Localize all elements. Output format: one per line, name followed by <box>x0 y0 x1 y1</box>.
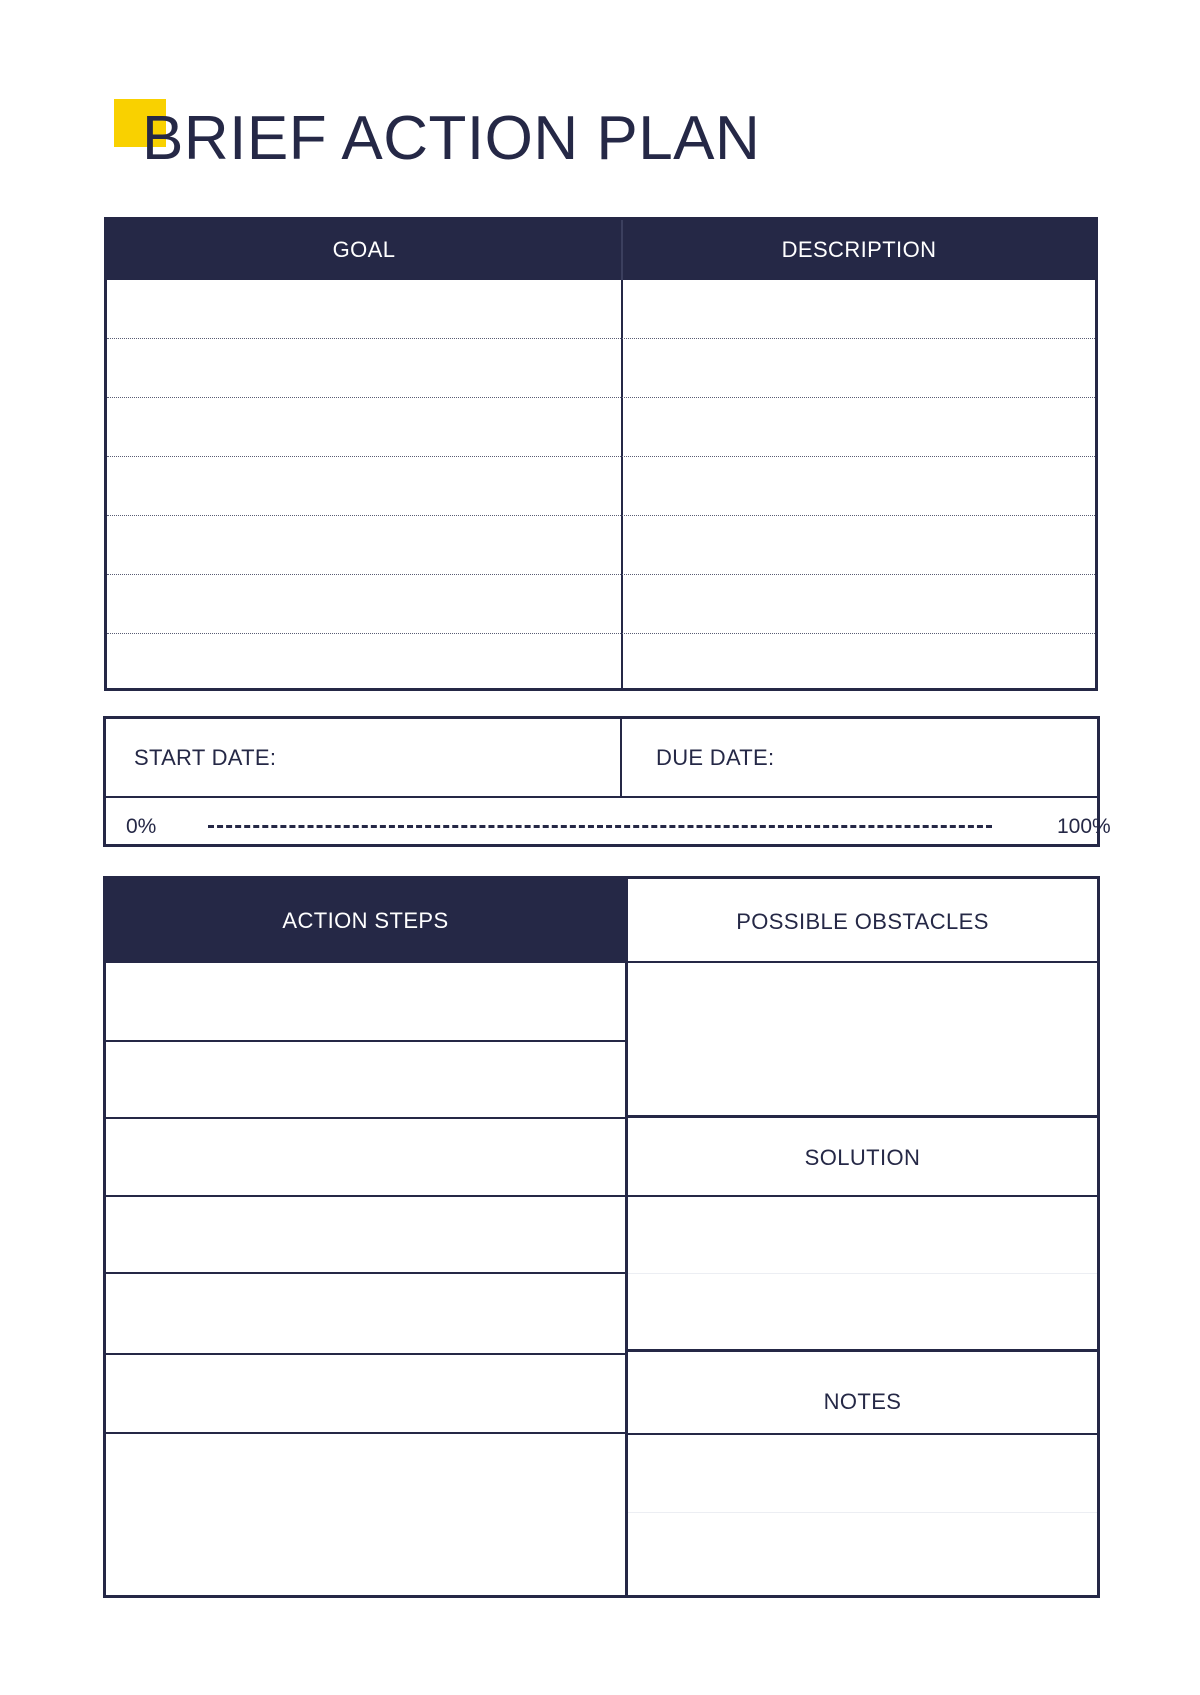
goal-description-table <box>104 217 1098 691</box>
solution-header: SOLUTION <box>804 1145 921 1170</box>
solution-header-line <box>628 1195 1097 1197</box>
goal-table-header <box>107 220 1095 280</box>
goal-row[interactable] <box>107 280 1095 339</box>
due-date-label: DUE DATE: <box>656 745 775 770</box>
action-step-row-divider <box>106 1040 625 1042</box>
action-step-row-divider <box>106 1353 625 1355</box>
dates-progress-box <box>103 716 1111 847</box>
action-steps-header: ACTION STEPS <box>106 879 625 963</box>
goal-row[interactable] <box>107 516 1095 575</box>
solution-row-divider <box>628 1273 1097 1274</box>
goal-row[interactable] <box>107 457 1095 516</box>
start-date-label: START DATE: <box>134 745 277 770</box>
progress-bar[interactable] <box>208 825 992 828</box>
goal-row[interactable] <box>107 339 1095 398</box>
action-step-row-divider <box>106 1117 625 1119</box>
dates-divider <box>620 719 622 797</box>
goal-row[interactable] <box>107 634 1095 688</box>
progress-start-label: 0% <box>126 815 157 838</box>
progress-divider <box>106 796 1097 798</box>
obstacles-section-end <box>628 1115 1097 1118</box>
description-header: DESCRIPTION <box>781 237 937 262</box>
solution-section-end <box>628 1349 1097 1352</box>
notes-header: NOTES <box>823 1389 902 1414</box>
steps-column-divider <box>625 879 628 1595</box>
notes-header-line <box>628 1433 1097 1435</box>
progress-end-label: 100% <box>1057 815 1111 838</box>
action-steps-table <box>103 876 1100 1598</box>
page-title: BRIEF ACTION PLAN <box>142 104 761 173</box>
possible-obstacles-header: POSSIBLE OBSTACLES <box>736 909 989 934</box>
action-step-row-divider <box>106 1272 625 1274</box>
goal-header: GOAL <box>332 237 396 262</box>
goal-row[interactable] <box>107 398 1095 457</box>
action-step-row-divider <box>106 1432 625 1434</box>
notes-row-divider <box>628 1512 1097 1513</box>
obstacles-header-line <box>628 961 1097 963</box>
goal-row[interactable] <box>107 575 1095 634</box>
action-step-row-divider <box>106 1195 625 1197</box>
